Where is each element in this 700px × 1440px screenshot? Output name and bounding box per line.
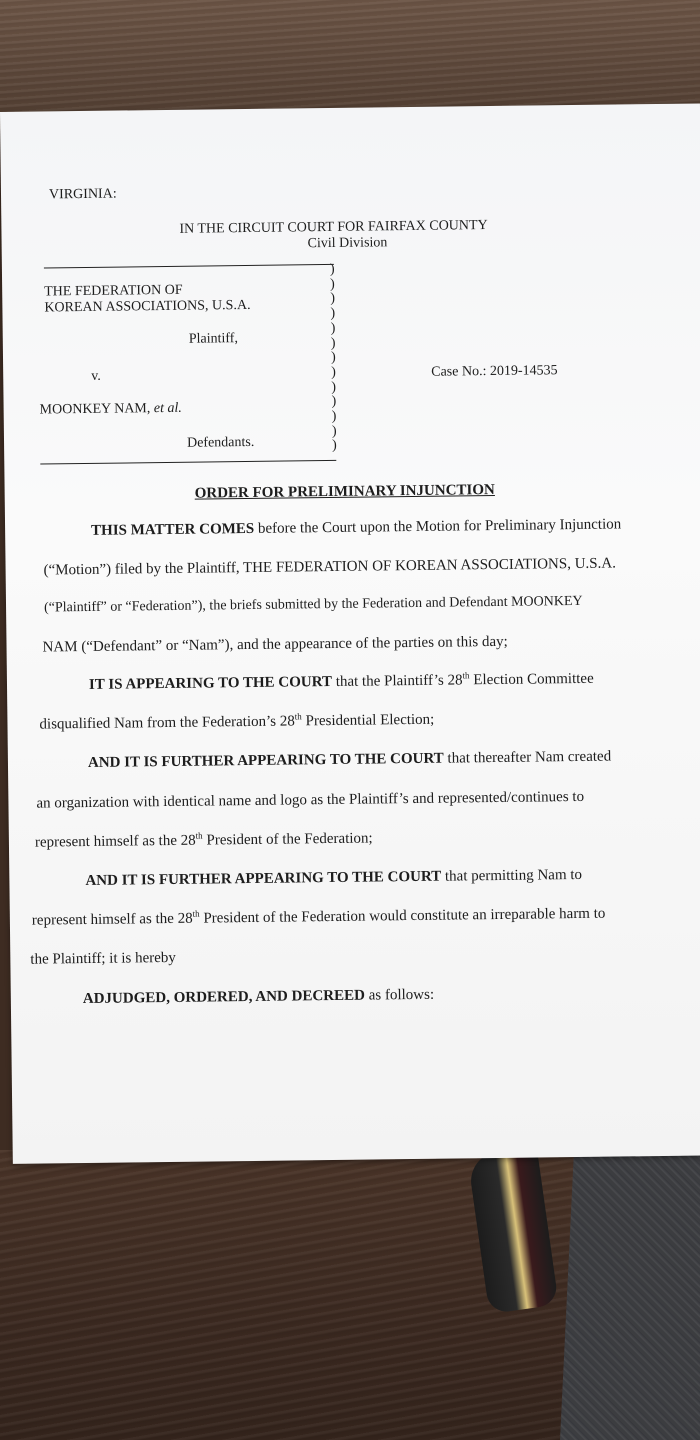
para4-line2-b: President of the Federation would constitute an irreparable harm to — [203, 905, 606, 927]
para2-line2-a: disqualified Nam from the Federation’s 28 — [39, 713, 295, 733]
para4-line2-a: represent himself as the 28 — [31, 910, 193, 929]
para3-lead: AND IT IS FURTHER APPEARING TO THE COURT — [87, 750, 444, 771]
para4-lead: AND IT IS FURTHER APPEARING TO THE COURT — [85, 868, 442, 890]
para4-line2 — [32, 906, 606, 930]
para1-line1 — [91, 516, 621, 539]
para3-line3 — [35, 831, 373, 852]
para2-line1-a: that the Plaintiff’s 28 — [335, 672, 463, 690]
para1-lead: THIS MATTER COMES — [91, 520, 255, 539]
para4-line2-sup: th — [192, 908, 200, 919]
court-name: IN THE CIRCUIT COURT FOR FAIRFAX COUNTY — [179, 218, 488, 237]
para1-line1-rest: before the Court upon the Motion for Preliminary Injunction — [257, 516, 622, 537]
plaintiff-role: Plaintiff, — [188, 331, 239, 347]
para3-line1-rest: that thereafter Nam created — [447, 748, 612, 767]
state-heading: VIRGINIA: — [48, 186, 117, 203]
para3-line3-b: President of the Federation; — [206, 830, 373, 849]
defendant-etal: et al. — [153, 400, 182, 417]
para5-line1 — [83, 987, 434, 1008]
defendant-role: Defendants. — [186, 434, 255, 451]
para2-line1 — [89, 671, 594, 694]
order-title: ORDER FOR PRELIMINARY INJUNCTION — [194, 481, 495, 502]
para2-line1-sup: th — [462, 670, 470, 681]
para4-line1-rest: that permitting Nam to — [444, 866, 583, 885]
para1-line3: (“Plaintiff” or “Federation”), the briefs submitted by the Federation and Defendant MOONKEY — [43, 593, 583, 616]
court-order-page — [0, 103, 700, 1163]
carpet-floor — [560, 1150, 700, 1440]
para2-line2 — [39, 712, 434, 734]
case-number: Case No.: 2019-14535 — [431, 363, 558, 380]
caption-bottom-rule — [40, 460, 336, 465]
defendant-name-text: MOONKEY NAM, — [39, 401, 151, 418]
plaintiff-name-line2: KOREAN ASSOCIATIONS, U.S.A. — [44, 297, 251, 316]
caption-paren-column: ) ) ) ) ) ) ) ) ) ) ) ) ) — [329, 261, 337, 454]
para4-line1 — [85, 867, 582, 890]
para2-line2-b: Presidential Election; — [305, 711, 435, 730]
para5-rest: as follows: — [368, 986, 435, 1004]
para1-line4: NAM (“Defendant” or “Nam”), and the appearance of the parties on this day; — [42, 633, 508, 656]
para3-line2: an organization with identical name and logo as the Plaintiff’s and represented/continues to — [36, 788, 585, 812]
court-division: Civil Division — [307, 235, 388, 252]
para2-lead: IT IS APPEARING TO THE COURT — [88, 673, 333, 693]
para3-line1 — [88, 749, 611, 772]
para3-line3-sup: th — [195, 830, 203, 841]
para2-line2-sup: th — [294, 711, 302, 722]
para5-lead: ADJUDGED, ORDERED, AND DECREED — [82, 987, 366, 1008]
caption-top-rule — [44, 264, 334, 269]
versus-label: v. — [91, 368, 101, 384]
para4-line3: the Plaintiff; it is hereby — [30, 949, 176, 968]
para1-line2: (“Motion”) filed by the Plaintiff, THE FEDERATION OF KOREAN ASSOCIATIONS, U.S.A. — [43, 555, 617, 579]
plaintiff-name-line1: THE FEDERATION OF — [44, 282, 183, 300]
para2-line1-b: Election Committee — [473, 670, 594, 689]
para3-line3-a: represent himself as the 28 — [34, 832, 196, 851]
defendant-name — [40, 401, 182, 419]
